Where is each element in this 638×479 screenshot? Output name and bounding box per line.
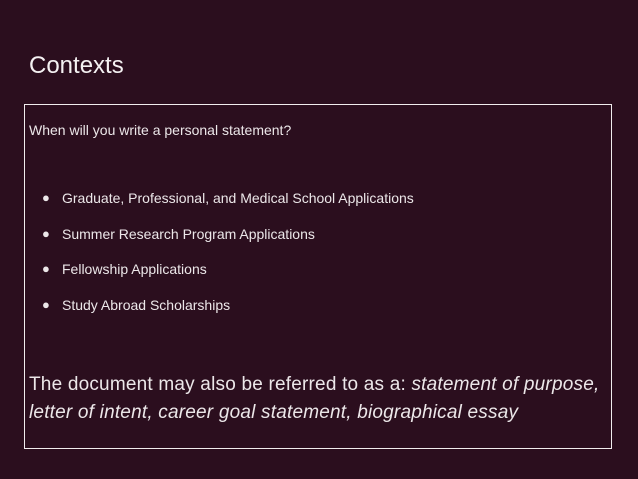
bullet-icon: ●: [42, 190, 50, 205]
list-item-label: Study Abroad Scholarships: [62, 296, 231, 313]
content-box: [24, 104, 612, 449]
list-item: [40, 225, 414, 261]
list-item-label: Graduate, Professional, and Medical School Applications: [62, 190, 414, 206]
alias-paragraph: [29, 371, 609, 427]
slide-title: Contexts: [29, 52, 124, 79]
list-item: [40, 189, 414, 225]
list-item: [40, 260, 414, 296]
list-item: [40, 296, 414, 332]
bullet-icon: ●: [42, 261, 50, 276]
question-text: When will you write a personal statement?: [29, 122, 292, 138]
bullet-icon: ●: [42, 225, 50, 241]
list-item-label: Fellowship Applications: [62, 261, 207, 277]
bullet-icon: ●: [42, 296, 50, 312]
alias-intro: The document may also be referred to as a:: [29, 374, 412, 395]
contexts-list: [40, 189, 414, 331]
list-item-label: Summer Research Program Applications: [62, 225, 315, 242]
alias-terms: statement of purpose, letter of intent, career goal statement, biographical essay: [29, 374, 600, 423]
